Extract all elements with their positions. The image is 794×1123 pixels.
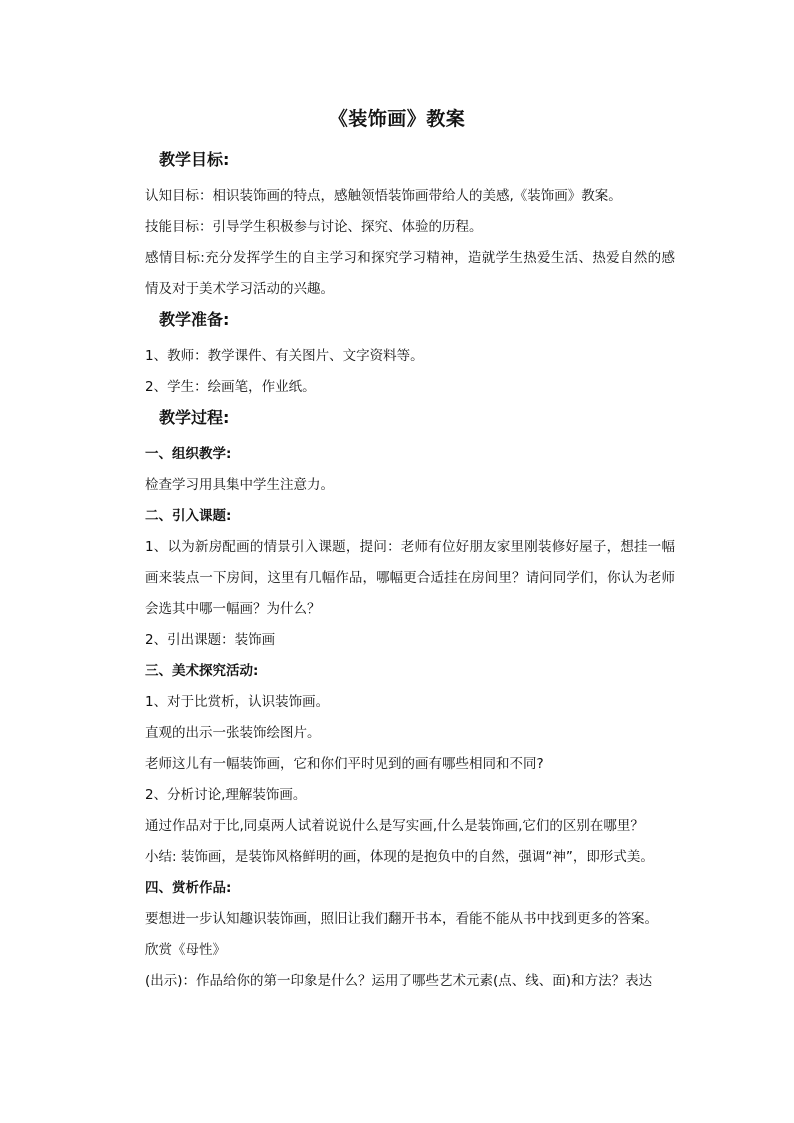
paragraph: 2、分析讨论,理解装饰画。 <box>145 787 307 803</box>
step-heading: 一、组织教学: <box>145 446 232 462</box>
paragraph: 2、学生：绘画笔，作业纸。 <box>145 379 316 395</box>
paragraph: (出示)：作品给你的第一印象是什么？运用了哪些艺术元素(点、线、面)和方法？表达 <box>145 973 653 989</box>
section-heading-process: 教学过程: <box>159 408 230 427</box>
paragraph: 检查学习用具集中学生注意力。 <box>145 477 334 493</box>
paragraph: 老师这儿有一幅装饰画，它和你们平时见到的画有哪些相同和不同? <box>145 756 544 772</box>
paragraph: 直观的出示一张装饰绘图片。 <box>145 725 321 741</box>
paragraph: 1、对于比赏析，认识装饰画。 <box>145 694 330 710</box>
paragraph: 认知目标：相识装饰画的特点，感触领悟装饰画带给人的美感,《装饰画》教案。 <box>145 188 622 204</box>
paragraph: 要想进一步认知趣识装饰画，照旧让我们翻开书本，看能不能从书中找到更多的答案。 <box>145 911 658 927</box>
paragraph: 2、引出课题：装饰画 <box>145 632 276 648</box>
section-heading-objectives: 教学目标: <box>159 150 230 169</box>
paragraph: 欣赏《母性》 <box>145 942 226 958</box>
step-heading: 二、引入课题: <box>145 508 232 524</box>
paragraph: 通过作品对于比,同桌两人试着说说什么是写实画,什么是装饰画,它们的区别在哪里？ <box>145 818 644 834</box>
paragraph: 1、以为新房配画的情景引入课题，提问：老师有位好朋友家里刚装修好屋子，想挂一幅画来装点一下房间，这里有几幅作品，哪幅更合适挂在房间里？请问同学们，你认为老师会选其中哪一幅画？为什么？ <box>145 539 675 617</box>
section-heading-preparation: 教学准备: <box>159 310 230 329</box>
paragraph: 感情目标:充分发挥学生的自主学习和探究学习精神，造就学生热爱生活、热爱自然的感情及对于美术学习活动的兴趣。 <box>145 250 675 297</box>
document-title: 《装饰画》教案 <box>328 108 466 130</box>
document-body <box>145 145 675 997</box>
step-heading: 三、美术探究活动: <box>145 663 259 679</box>
paragraph: 技能目标：引导学生积极参与讨论、探究、体验的历程。 <box>145 219 483 235</box>
paragraph: 小结: 装饰画，是装饰风格鲜明的画，体现的是抱负中的自然，强调“神”，即形式美。 <box>145 849 654 865</box>
step-heading: 四、赏析作品: <box>145 880 232 896</box>
paragraph: 1、教师：教学课件、有关图片、文字资料等。 <box>145 348 424 364</box>
